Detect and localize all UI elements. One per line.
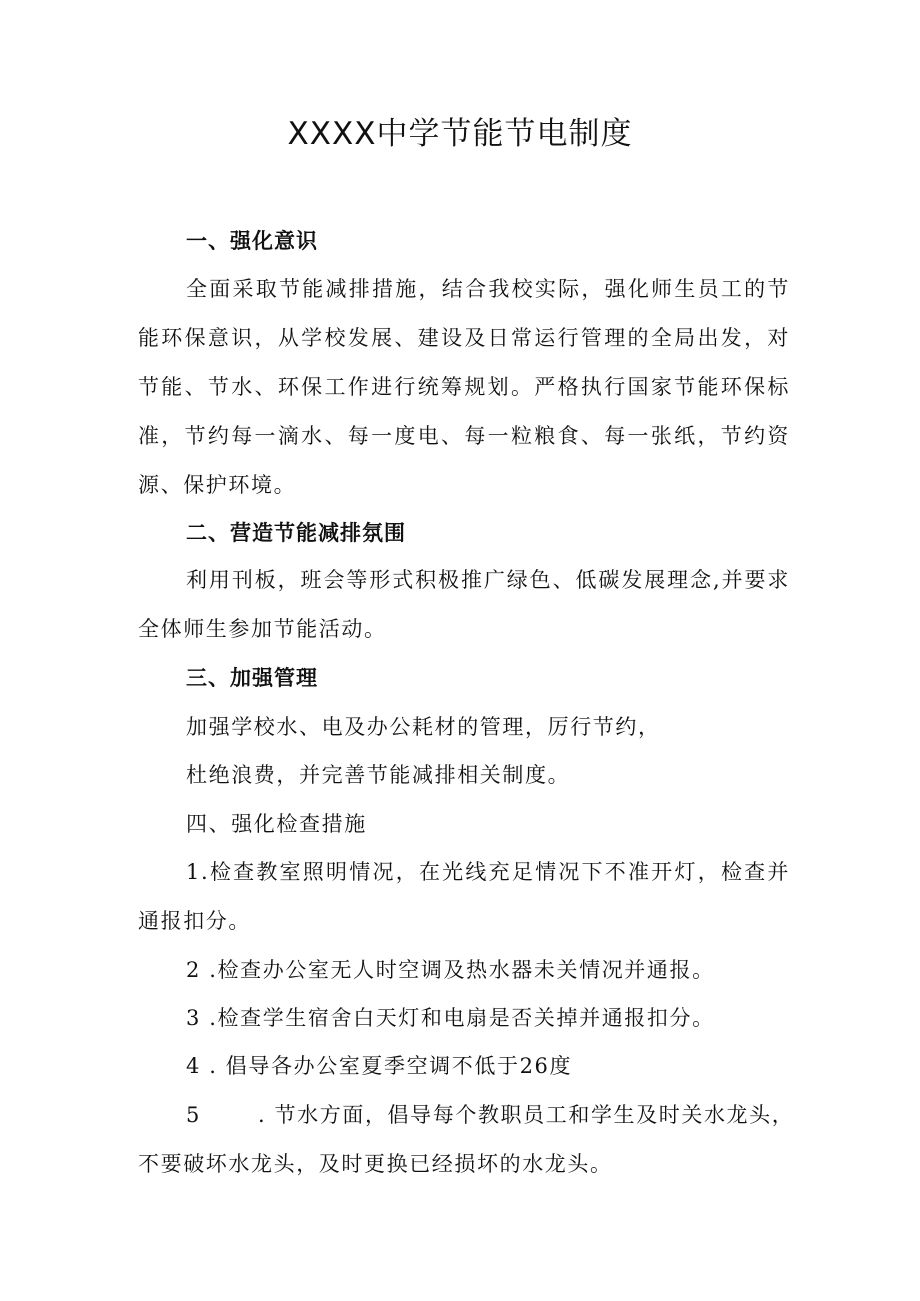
list-item-5-number: 5: [186, 1103, 201, 1127]
list-item-3: 3 .检查学生宿舍白天灯和电扇是否关掉并通报扣分。: [186, 1006, 715, 1030]
paragraph-line: 源、保护环境。: [138, 473, 297, 497]
list-item-1-continuation: 通报扣分。: [138, 909, 251, 933]
document-title: XXXX中学节能节电制度: [287, 116, 633, 152]
paragraph-line: 节能、节水、环保工作进行统筹规划。严格执行国家节能环保标: [138, 375, 790, 399]
section-heading-4: 四、强化检查措施: [186, 812, 367, 836]
paragraph-line: 杜绝浪费，并完善节能减排相关制度。: [186, 763, 571, 787]
section-heading-3: 三、加强管理: [186, 666, 318, 690]
section-heading-1: 一、强化意识: [186, 229, 318, 253]
list-item-5-continuation: 不要破坏水龙头，及时更换已经损坏的水龙头。: [138, 1152, 613, 1176]
paragraph-line: 全体师生参加节能活动。: [138, 617, 387, 641]
list-item-1: 1.检查教室照明情况，在光线充足情况下不准开灯，检查并: [186, 860, 790, 884]
paragraph-line: 全面采取节能减排措施，结合我校实际，强化师生员工的节: [186, 277, 790, 301]
paragraph-line: 能环保意识，从学校发展、建设及日常运行管理的全局出发，对: [138, 326, 790, 350]
paragraph-line: 准，节约每一滴水、每一度电、每一粒粮食、每一张纸，节约资: [138, 424, 790, 448]
list-item-5: . 节水方面，倡导每个教职员工和学生及时关水龙头，: [258, 1103, 795, 1127]
paragraph-line: 加强学校水、电及办公耗材的管理，厉行节约，: [186, 715, 661, 739]
section-heading-2: 二、营造节能减排氛围: [186, 521, 406, 545]
list-item-2: 2 .检查办公室无人时空调及热水器未关情况并通报。: [186, 958, 715, 982]
paragraph-line: 利用刊板，班会等形式积极推广绿色、低碳发展理念,并要求: [186, 568, 790, 592]
list-item-4: 4 . 倡导各办公室夏季空调不低于26度: [186, 1054, 573, 1078]
